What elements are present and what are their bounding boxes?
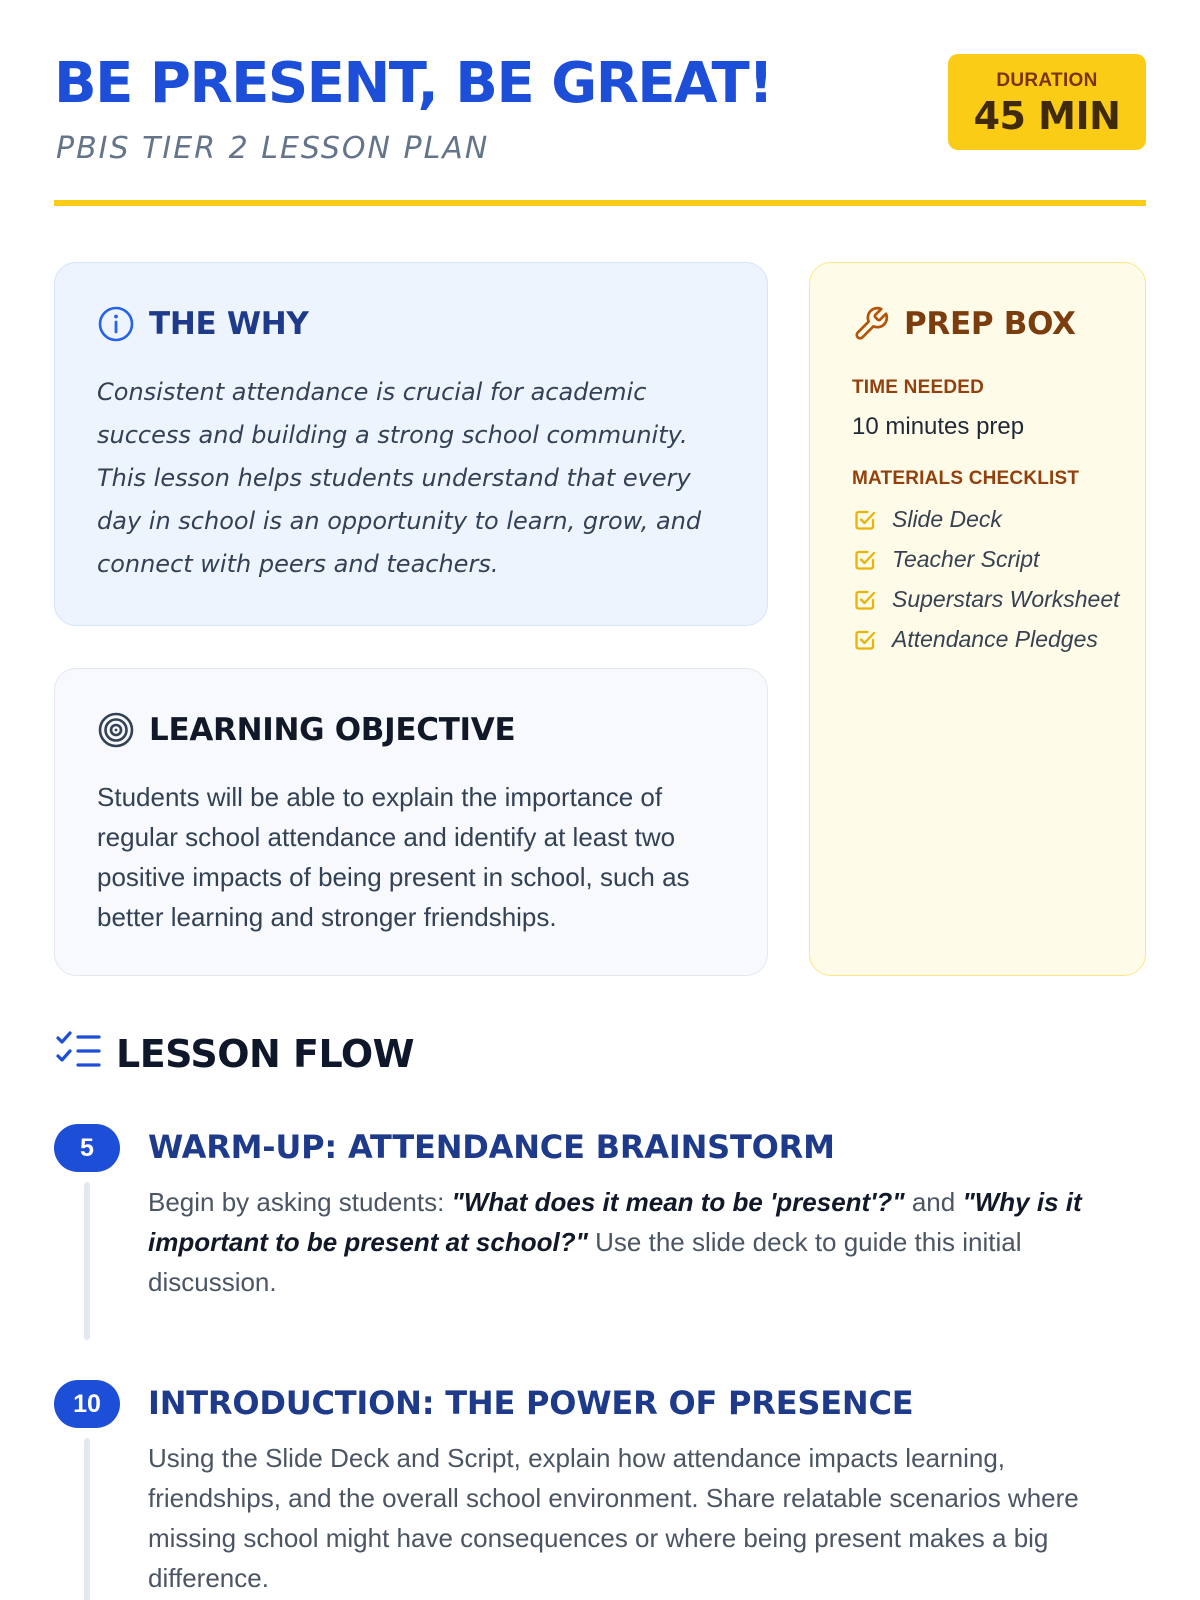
step-timeline-line — [84, 1182, 90, 1340]
checklist-item-label: Teacher Script — [892, 546, 1040, 572]
objective-title: LEARNING OBJECTIVE — [149, 712, 516, 748]
checklist-item-label: Slide Deck — [892, 506, 1002, 532]
checkbox-checked-icon — [852, 587, 878, 613]
page-title: BE PRESENT, BE GREAT! — [54, 51, 773, 116]
prep-box — [809, 262, 1146, 976]
info-circle-icon — [97, 305, 135, 343]
prep-title: PREP BOX — [904, 306, 1076, 342]
lesson-flow-header — [54, 1030, 414, 1077]
lesson-step — [54, 1124, 1146, 1344]
objective-text: Students will be able to explain the importance of regular school attendance and identify at least two positive impacts of being present in school, such as better learning and stronger friendships. — [97, 782, 690, 932]
step-title: WARM-UP: ATTENDANCE BRAINSTORM — [148, 1128, 835, 1166]
step-description — [148, 1182, 1138, 1302]
step-minutes-badge: 10 — [54, 1380, 120, 1428]
step-question: "Why is it important to be present at school?" — [148, 1187, 1082, 1257]
checklist-item-label: Superstars Worksheet — [892, 586, 1120, 612]
time-needed-label: TIME NEEDED — [852, 377, 985, 398]
step-text: and — [904, 1187, 963, 1217]
target-icon — [97, 711, 135, 749]
why-card — [54, 262, 768, 626]
duration-label: DURATION — [996, 70, 1098, 91]
header-divider — [54, 200, 1146, 206]
objective-card-header — [97, 711, 515, 749]
step-text: Begin by asking students: — [148, 1187, 452, 1217]
objective-card — [54, 668, 768, 976]
checklist-item — [852, 623, 1122, 656]
lesson-step — [54, 1380, 1146, 1600]
duration-value: 45 MIN — [973, 94, 1121, 138]
step-description: Using the Slide Deck and Script, explain how attendance impacts learning, friendships, and the overall school environment. Share relatable scenarios where missing school might have consequences or where being present makes a big difference. — [148, 1443, 1079, 1593]
why-text: Consistent attendance is crucial for academic success and building a strong school community. This lesson helps students understand that every day in school is an opportunity to learn, grow, and connect with peers and teachers. — [97, 378, 702, 578]
checkbox-checked-icon — [852, 507, 878, 533]
materials-checklist-label: MATERIALS CHECKLIST — [852, 468, 1080, 489]
why-card-header — [97, 305, 309, 343]
page-subtitle: PBIS TIER 2 LESSON PLAN — [56, 131, 490, 166]
materials-checklist — [852, 503, 1122, 663]
lesson-flow-title: LESSON FLOW — [116, 1031, 415, 1076]
step-text: Use the slide deck to guide this initial discussion. — [148, 1227, 1022, 1297]
checklist-item — [852, 503, 1122, 536]
duration-badge — [948, 54, 1146, 150]
why-title: THE WHY — [149, 306, 309, 342]
time-needed-value: 10 minutes prep — [852, 413, 1025, 440]
step-question: "What does it mean to be 'present'?" — [451, 1187, 905, 1217]
checklist-item — [852, 543, 1122, 576]
checkbox-checked-icon — [852, 627, 878, 653]
checkbox-checked-icon — [852, 547, 878, 573]
step-timeline-line — [84, 1438, 90, 1600]
wrench-icon — [852, 305, 890, 343]
list-check-icon — [54, 1030, 102, 1077]
checklist-item-label: Attendance Pledges — [892, 626, 1098, 652]
step-minutes-badge: 5 — [54, 1124, 120, 1172]
prep-card-header — [852, 305, 1076, 343]
checklist-item — [852, 583, 1122, 616]
lesson-header — [54, 52, 1146, 208]
step-title: INTRODUCTION: THE POWER OF PRESENCE — [148, 1384, 914, 1422]
